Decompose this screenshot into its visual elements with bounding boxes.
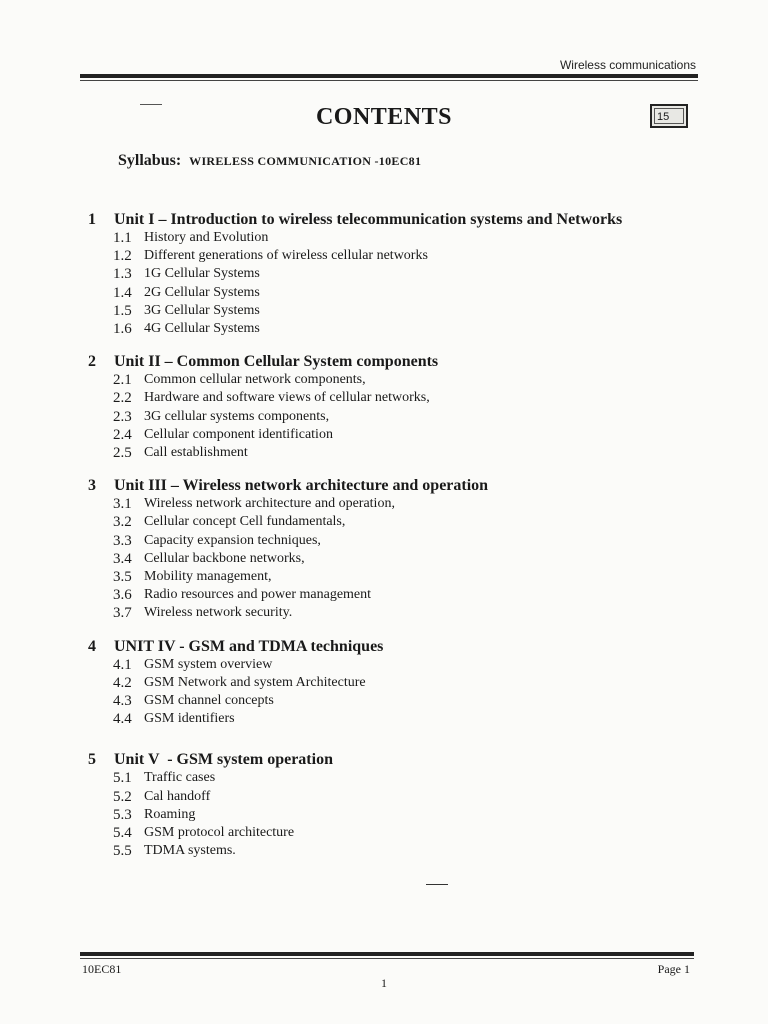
topic-item [88,788,648,806]
topic-number: 2.5 [113,445,132,462]
unit-title: Unit V - GSM system operation [114,751,333,769]
topic-item [88,371,648,389]
unit-section [88,750,648,860]
unit-number: 1 [88,211,96,228]
topic-number: 3.2 [113,514,132,531]
topic-item [88,692,648,710]
topic-number: 4.3 [113,693,132,710]
topic-text: Cellular component identification [144,426,333,442]
topic-number: 5.3 [113,806,132,823]
topic-text: Different generations of wireless cellular networks [144,248,428,264]
topic-item [88,284,648,302]
unit-heading [88,210,648,229]
topic-number: 2.2 [113,390,132,407]
topic-item [88,302,648,320]
topic-item [88,586,648,604]
unit-heading [88,750,648,769]
unit-title: Unit II – Common Cellular System components [114,353,439,371]
topic-item [88,604,648,622]
topic-item [88,769,648,787]
topic-text: Cellular concept Cell fundamentals, [144,514,346,530]
footer-page-label: Page 1 [657,962,690,976]
topic-item [88,568,648,586]
unit-number: 4 [88,637,96,655]
topic-item [88,710,648,728]
topic-text: 1G Cellular Systems [144,266,260,282]
topic-text: Hardware and software views of cellular networks, [144,390,430,406]
topic-item [88,656,648,674]
footer-rule-thin [80,958,694,959]
page-number-box-label: 15 [654,108,684,124]
topic-text: 2G Cellular Systems [144,284,260,300]
header-rule-thick [80,74,698,78]
topic-number: 3.3 [113,532,132,549]
topic-number: 3.4 [113,550,132,567]
topic-number: 1.4 [113,284,132,301]
unit-section [88,476,648,622]
page-number-box [650,104,688,128]
topic-number: 5.1 [113,770,132,787]
topic-number: 1.6 [113,321,132,338]
topic-number: 3.1 [113,496,132,513]
topic-number: 1.5 [113,302,132,319]
topic-number: 2.4 [113,426,132,443]
topic-text: Roaming [144,806,196,822]
topic-number: 4.4 [113,711,132,728]
topic-number: 4.1 [113,656,132,673]
topic-item [88,247,648,265]
topic-item [88,320,648,338]
topic-text: TDMA systems. [144,843,236,859]
unit-section [88,210,648,338]
footer-rule-thick [80,952,694,956]
topic-text: Wireless network architecture and operation, [144,496,395,512]
unit-section [88,352,648,462]
syllabus-course: WIRELESS COMMUNICATION -10EC81 [189,154,422,168]
stray-mark [426,884,448,885]
topic-text: Mobility management, [144,569,272,585]
topic-item [88,408,648,426]
topic-text: 3G Cellular Systems [144,302,260,318]
topic-item [88,389,648,407]
topic-text: Common cellular network components, [144,372,366,388]
page-title: CONTENTS [315,104,453,130]
topic-text: GSM protocol architecture [144,825,295,841]
syllabus-label: Syllabus: [118,152,182,169]
topic-text: Capacity expansion techniques, [144,532,321,548]
topic-item [88,229,648,247]
topic-item [88,265,648,283]
unit-section [88,637,648,729]
unit-heading [88,637,648,656]
footer-course-code: 10EC81 [82,962,122,976]
topic-number: 2.1 [113,372,132,389]
topic-text: 4G Cellular Systems [144,321,260,337]
topic-number: 3.5 [113,569,132,586]
topic-text: GSM Network and system Architecture [144,674,366,690]
topic-item [88,824,648,842]
topic-number: 4.2 [113,674,132,691]
topic-item [88,444,648,462]
unit-number: 5 [88,751,96,769]
topic-text: Radio resources and power management [144,587,372,603]
topic-text: GSM system overview [144,656,273,672]
unit-heading [88,352,648,371]
topic-number: 5.5 [113,843,132,860]
topic-item [88,806,648,824]
topic-item [88,842,648,860]
topic-number: 1.3 [113,266,132,283]
topic-number: 2.3 [113,408,132,425]
topic-text: Cal handoff [144,788,211,804]
topic-item [88,532,648,550]
topic-number: 5.2 [113,788,132,805]
topic-text: GSM channel concepts [144,693,274,709]
topic-item [88,495,648,513]
topic-text: GSM identifiers [144,711,235,727]
topic-text: Call establishment [144,445,248,461]
contents-list [88,210,648,874]
unit-title: UNIT IV - GSM and TDMA techniques [114,637,384,655]
unit-heading [88,476,648,495]
topic-number: 1.2 [113,248,132,265]
topic-item [88,513,648,531]
topic-number: 3.6 [113,587,132,604]
topic-number: 3.7 [113,605,132,622]
topic-item [88,674,648,692]
syllabus-line [118,152,421,170]
running-header: Wireless communications [559,58,696,72]
topic-text: 3G cellular systems components, [144,408,330,424]
topic-text: History and Evolution [144,230,269,245]
topic-text: Traffic cases [144,770,216,786]
unit-title: Unit III – Wireless network architecture and operation [114,477,489,495]
topic-number: 5.4 [113,825,132,842]
topic-number: 1.1 [113,230,132,246]
unit-number: 3 [88,477,96,495]
unit-number: 2 [88,353,96,371]
topic-item [88,550,648,568]
topic-item [88,426,648,444]
header-rule-thin [80,80,698,81]
topic-text: Wireless network security. [144,605,293,621]
topic-text: Cellular backbone networks, [144,550,305,566]
unit-title: Unit I – Introduction to wireless telecommunication systems and Networks [114,211,623,228]
page-number: 1 [381,976,387,990]
